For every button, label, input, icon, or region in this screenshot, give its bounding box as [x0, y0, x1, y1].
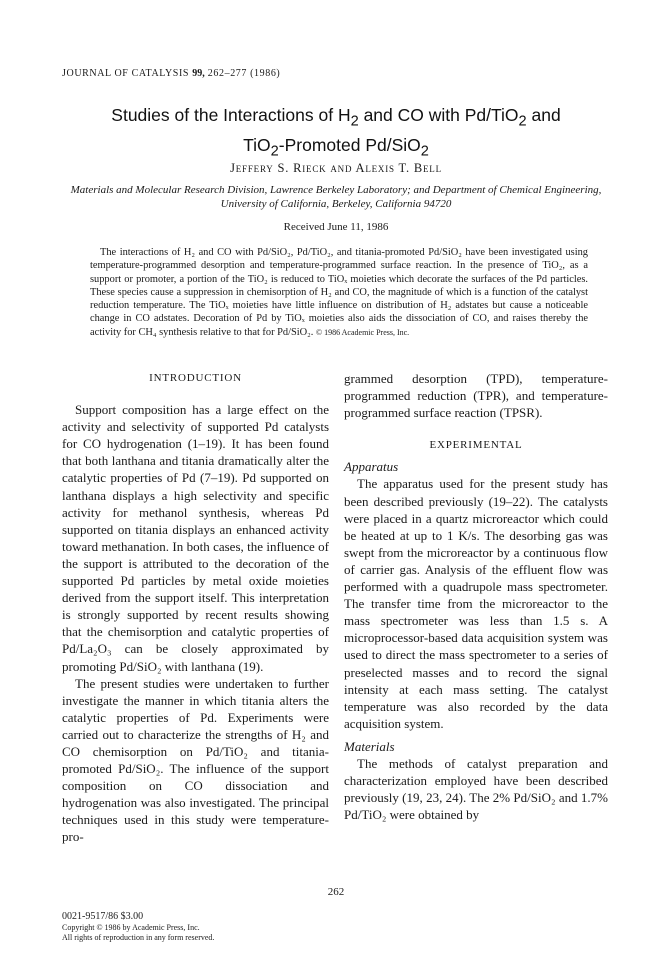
page-number: 262: [327, 886, 345, 898]
abstract-copyright: © 1986 Academic Press, Inc.: [316, 327, 410, 337]
experimental-heading: EXPERIMENTAL: [429, 439, 523, 452]
journal-name: JOURNAL OF CATALYSIS: [62, 68, 190, 79]
abstract: [90, 246, 588, 339]
intro-paragraph: Support composition has a large effect on the activity and selectivity of supported Pd catalysts for CO hydrogenation (1–19). It has been found that both lanthana and titania dramatically alter the catalytic properties of Pd (7–19). Pd supported on lanthana displays a high selectivity and specific activity for methanol synthesis, whereas Pd supported on titania displays an enhanced activity toward methanation. In both cases, the influence of the support is attributed to the decoration of the supported Pd particles by metal oxide moieties derived from the support itself. This interpretation is strongly supported by recent results showing that the chemisorption and catalytic properties of Pd/La₂O₃ can be closely approximated by promoting Pd/SiO₂ with lanthana (19).: [62, 402, 329, 674]
footer-copyright: Copyright © 1986 by Academic Press, Inc.: [62, 923, 200, 932]
right-column: [344, 370, 608, 823]
apparatus-paragraph: The apparatus used for the present study has been described previously (19–22). The catalysts were placed in a quartz microreactor which could be heated at up to 1 K/s. The desorbing gas was swept from the microreactor by a continuous flow of carrier gas. Analysis of the effluent flow was performed with a quadrupole mass spectrometer. The transfer time from the microreactor to the mass spectrometer was less than 1.5 s. A microprocessor-based data acquisition system was used to direct the mass spectrometer to a series of preselected masses and to record the signal intensity at each mass setting. The catalyst temperature was also recorded by the data acquisition system.: [344, 476, 608, 731]
footer-rights: All rights of reproduction in any form reserved.: [62, 932, 215, 942]
journal-header: [62, 68, 280, 79]
intro-paragraph: The present studies were undertaken to further investigate the manner in which titania alters the catalytic properties of Pd. Experiments were carried out to characterize the strengths of H₂ and CO chemisorption on Pd/TiO₂ and titania-promoted Pd/SiO₂. The influence of the support composition on CO dissociation and hydrogenation was also investigated. The principal techniques used in this study were temperature-pro-: [62, 675, 329, 845]
materials-paragraph: The methods of catalyst preparation and characterization employed have been described previously (19, 23, 24). The 2% Pd/SiO₂ and 1.7% Pd/TiO₂ were obtained by: [344, 755, 608, 823]
left-column: [62, 370, 329, 846]
affiliation: Materials and Molecular Research Division, Lawrence Berkeley Laboratory; and Department of Chemical Engineering, University of California, Berkeley, California 94720: [70, 184, 602, 210]
abstract-text: The interactions of H₂ and CO with Pd/SiO₂, Pd/TiO₂, and titania-promoted Pd/SiO₂ have been investigated using temperature-programmed desorption and temperature-programmed surface reaction. In the presence of TiO₂, as a support or promoter, a portion of the TiO₂ is reduced to TiOₓ moieties which decorate the surfaces of the Pd particles. These species cause a suppression in chemisorption of H₂ and CO, the magnitude of which is a function of the catalyst reduction temperature. The TiOₓ moieties have little influence on distribution of H₂ adstates but cause a noticeable change in CO adstates. Decoration of Pd by TiOₓ moieties also aids the dissociation of CO, and raises thereby the activity for CH₄ synthesis relative to that for Pd/SiO₂.: [90, 247, 588, 338]
introduction-heading: INTRODUCTION: [149, 372, 242, 384]
apparatus-subheading: Apparatus: [344, 459, 399, 475]
journal-volume: 99,: [192, 68, 205, 79]
paper-title: Studies of the Interactions of $H_2$ and CO with Pd/TiO$_2$ and TiO$_2$-Promoted Pd/SiO$_2$: [111, 105, 561, 159]
journal-pages: 262–277 (1986): [207, 68, 281, 79]
received-date: Received June 11, 1986: [283, 221, 389, 233]
footer-price: 0021-9517/86 $3.00: [62, 911, 144, 922]
materials-subheading: Materials: [344, 738, 395, 754]
authors: Jeffery S. Rieck and Alexis T. Bell: [230, 161, 442, 175]
footer: [62, 910, 214, 942]
continued-paragraph: grammed desorption (TPD), temperature-programmed reduction (TPR), and temperature-programmed surface reaction (TPSR).: [344, 371, 608, 421]
body-columns: [0, 370, 672, 880]
